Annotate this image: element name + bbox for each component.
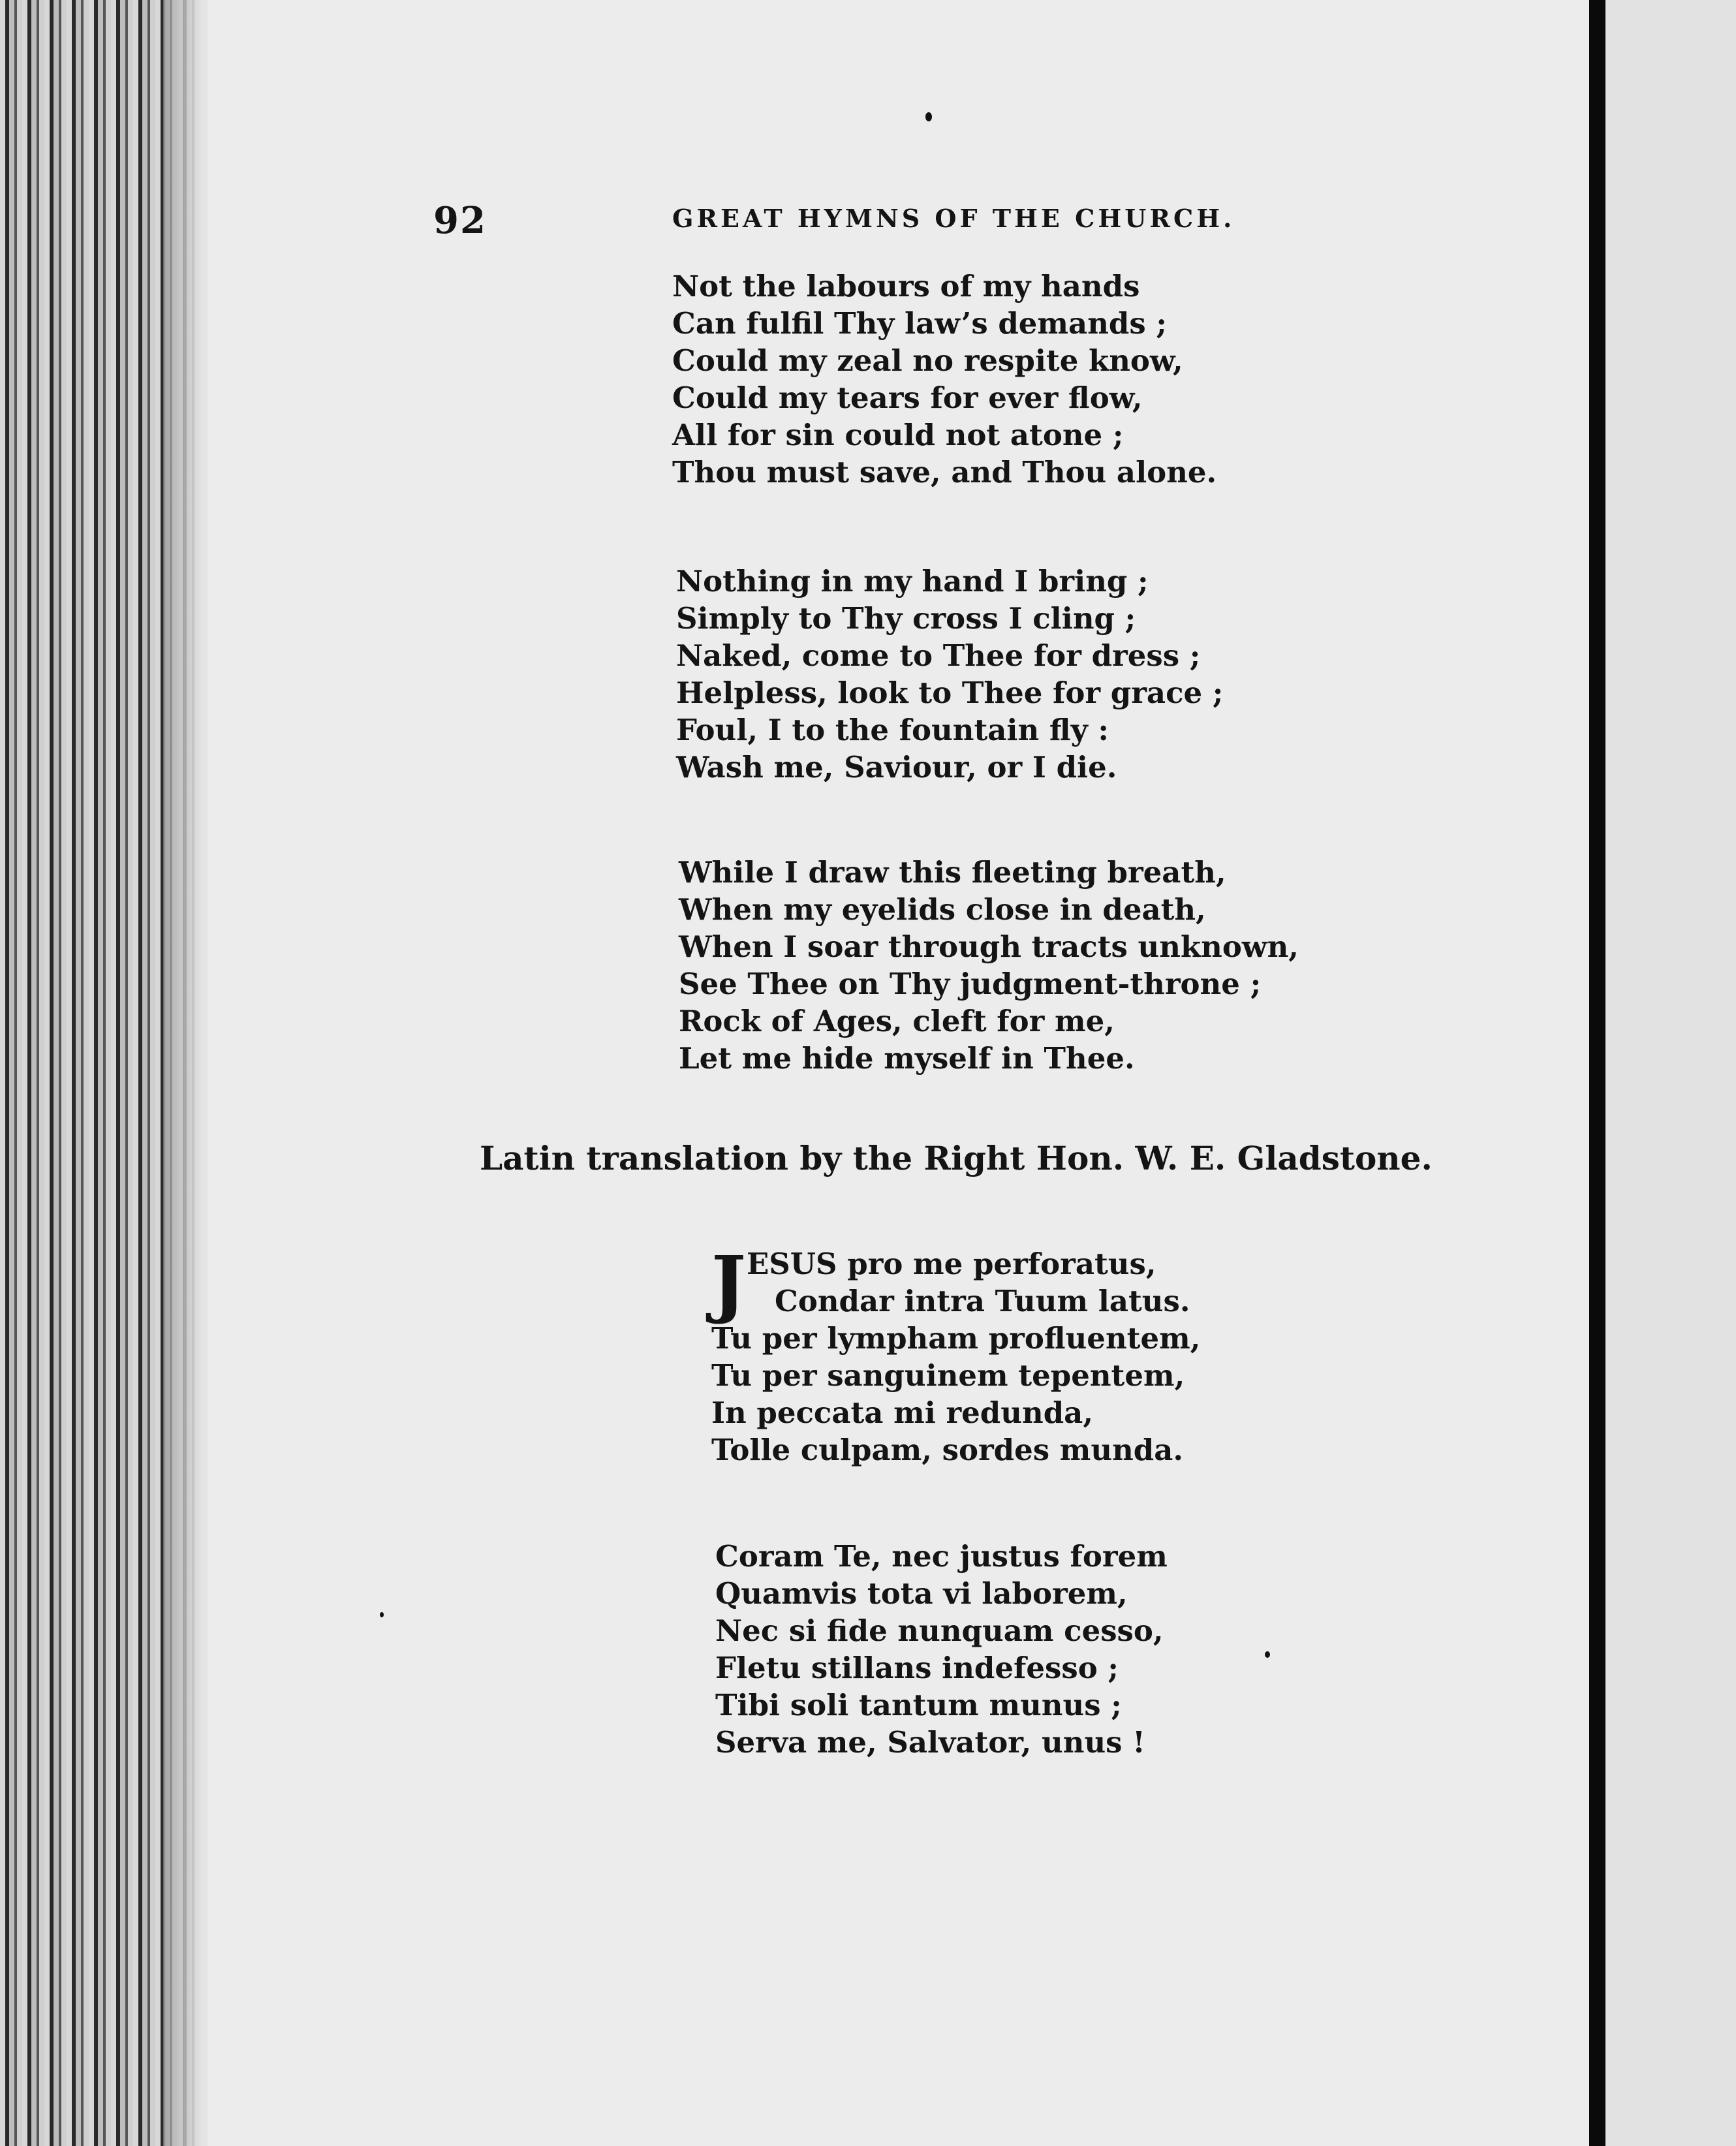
verse-line: Quamvis tota vi laborem, — [715, 1576, 1128, 1611]
verse-line: Naked, come to Thee for dress ; — [676, 638, 1201, 673]
running-head: GREAT HYMNS OF THE CHURCH. — [672, 204, 1235, 233]
verse-line: When I soar through tracts unknown, — [679, 929, 1299, 964]
verse-line: Condar intra Tuum latus. — [775, 1284, 1190, 1318]
page-number: 92 — [433, 199, 487, 242]
verse-line: Coram Te, nec justus forem — [715, 1539, 1168, 1574]
stanza-2 — [676, 563, 1223, 786]
verse-line: Not the labours of my hands — [672, 269, 1140, 303]
gutter-shadow — [163, 0, 209, 2146]
verse-line: Foul, I to the fountain fly : — [676, 713, 1109, 747]
verse-line: Simply to Thy cross I cling ; — [676, 601, 1136, 636]
verse-line: All for sin could not atone ; — [672, 418, 1124, 452]
ink-speck — [925, 112, 932, 121]
verse-line: In peccata mi redunda, — [711, 1395, 1093, 1430]
stanza-3 — [679, 854, 1299, 1077]
verse-line: Can fulfil Thy law’s demands ; — [672, 306, 1167, 341]
verse-line: Serva me, Salvator, unus ! — [715, 1725, 1145, 1760]
verse-line: While I draw this fleeting breath, — [679, 855, 1226, 890]
verse-line: Helpless, look to Thee for grace ; — [676, 676, 1224, 710]
verse-line: Wash me, Saviour, or I die. — [676, 750, 1117, 785]
first-line-rest: ESUS pro me perforatus, — [747, 1247, 1156, 1281]
verse-line: Could my zeal no respite know, — [672, 343, 1183, 378]
stanza-1 — [672, 268, 1217, 491]
translation-heading: Latin translation by the Right Hon. W. E. Gladstone. — [480, 1139, 1433, 1177]
verse-line: Tolle culpam, sordes munda. — [711, 1433, 1184, 1467]
drop-cap: J — [711, 1241, 746, 1326]
page-border — [1589, 0, 1605, 2146]
facing-page-edge — [1605, 0, 1736, 2146]
verse-line: Tibi soli tantum munus ; — [715, 1688, 1122, 1722]
latin-stanza-2 — [715, 1538, 1168, 1761]
latin-stanza-1 — [711, 1241, 1201, 1469]
verse-line: Rock of Ages, cleft for me, — [679, 1004, 1115, 1038]
verse-line: Nothing in my hand I bring ; — [676, 564, 1149, 599]
verse-line: Tu per sanguinem tepentem, — [711, 1358, 1185, 1393]
verse-line: Fletu stillans indefesso ; — [715, 1651, 1119, 1685]
verse-line: When my eyelids close in death, — [679, 892, 1206, 927]
verse-line: Let me hide myself in Thee. — [679, 1041, 1135, 1076]
verse-line: Could my tears for ever flow, — [672, 381, 1143, 415]
verse-line: See Thee on Thy judgment-throne ; — [679, 967, 1262, 1001]
verse-line: Tu per lympham profluentem, — [711, 1321, 1201, 1356]
verse-line: Thou must save, and Thou alone. — [672, 455, 1217, 490]
verse-line: Nec si fide nunquam cesso, — [715, 1613, 1164, 1648]
ink-speck — [1265, 1651, 1270, 1658]
ink-speck — [380, 1612, 384, 1617]
